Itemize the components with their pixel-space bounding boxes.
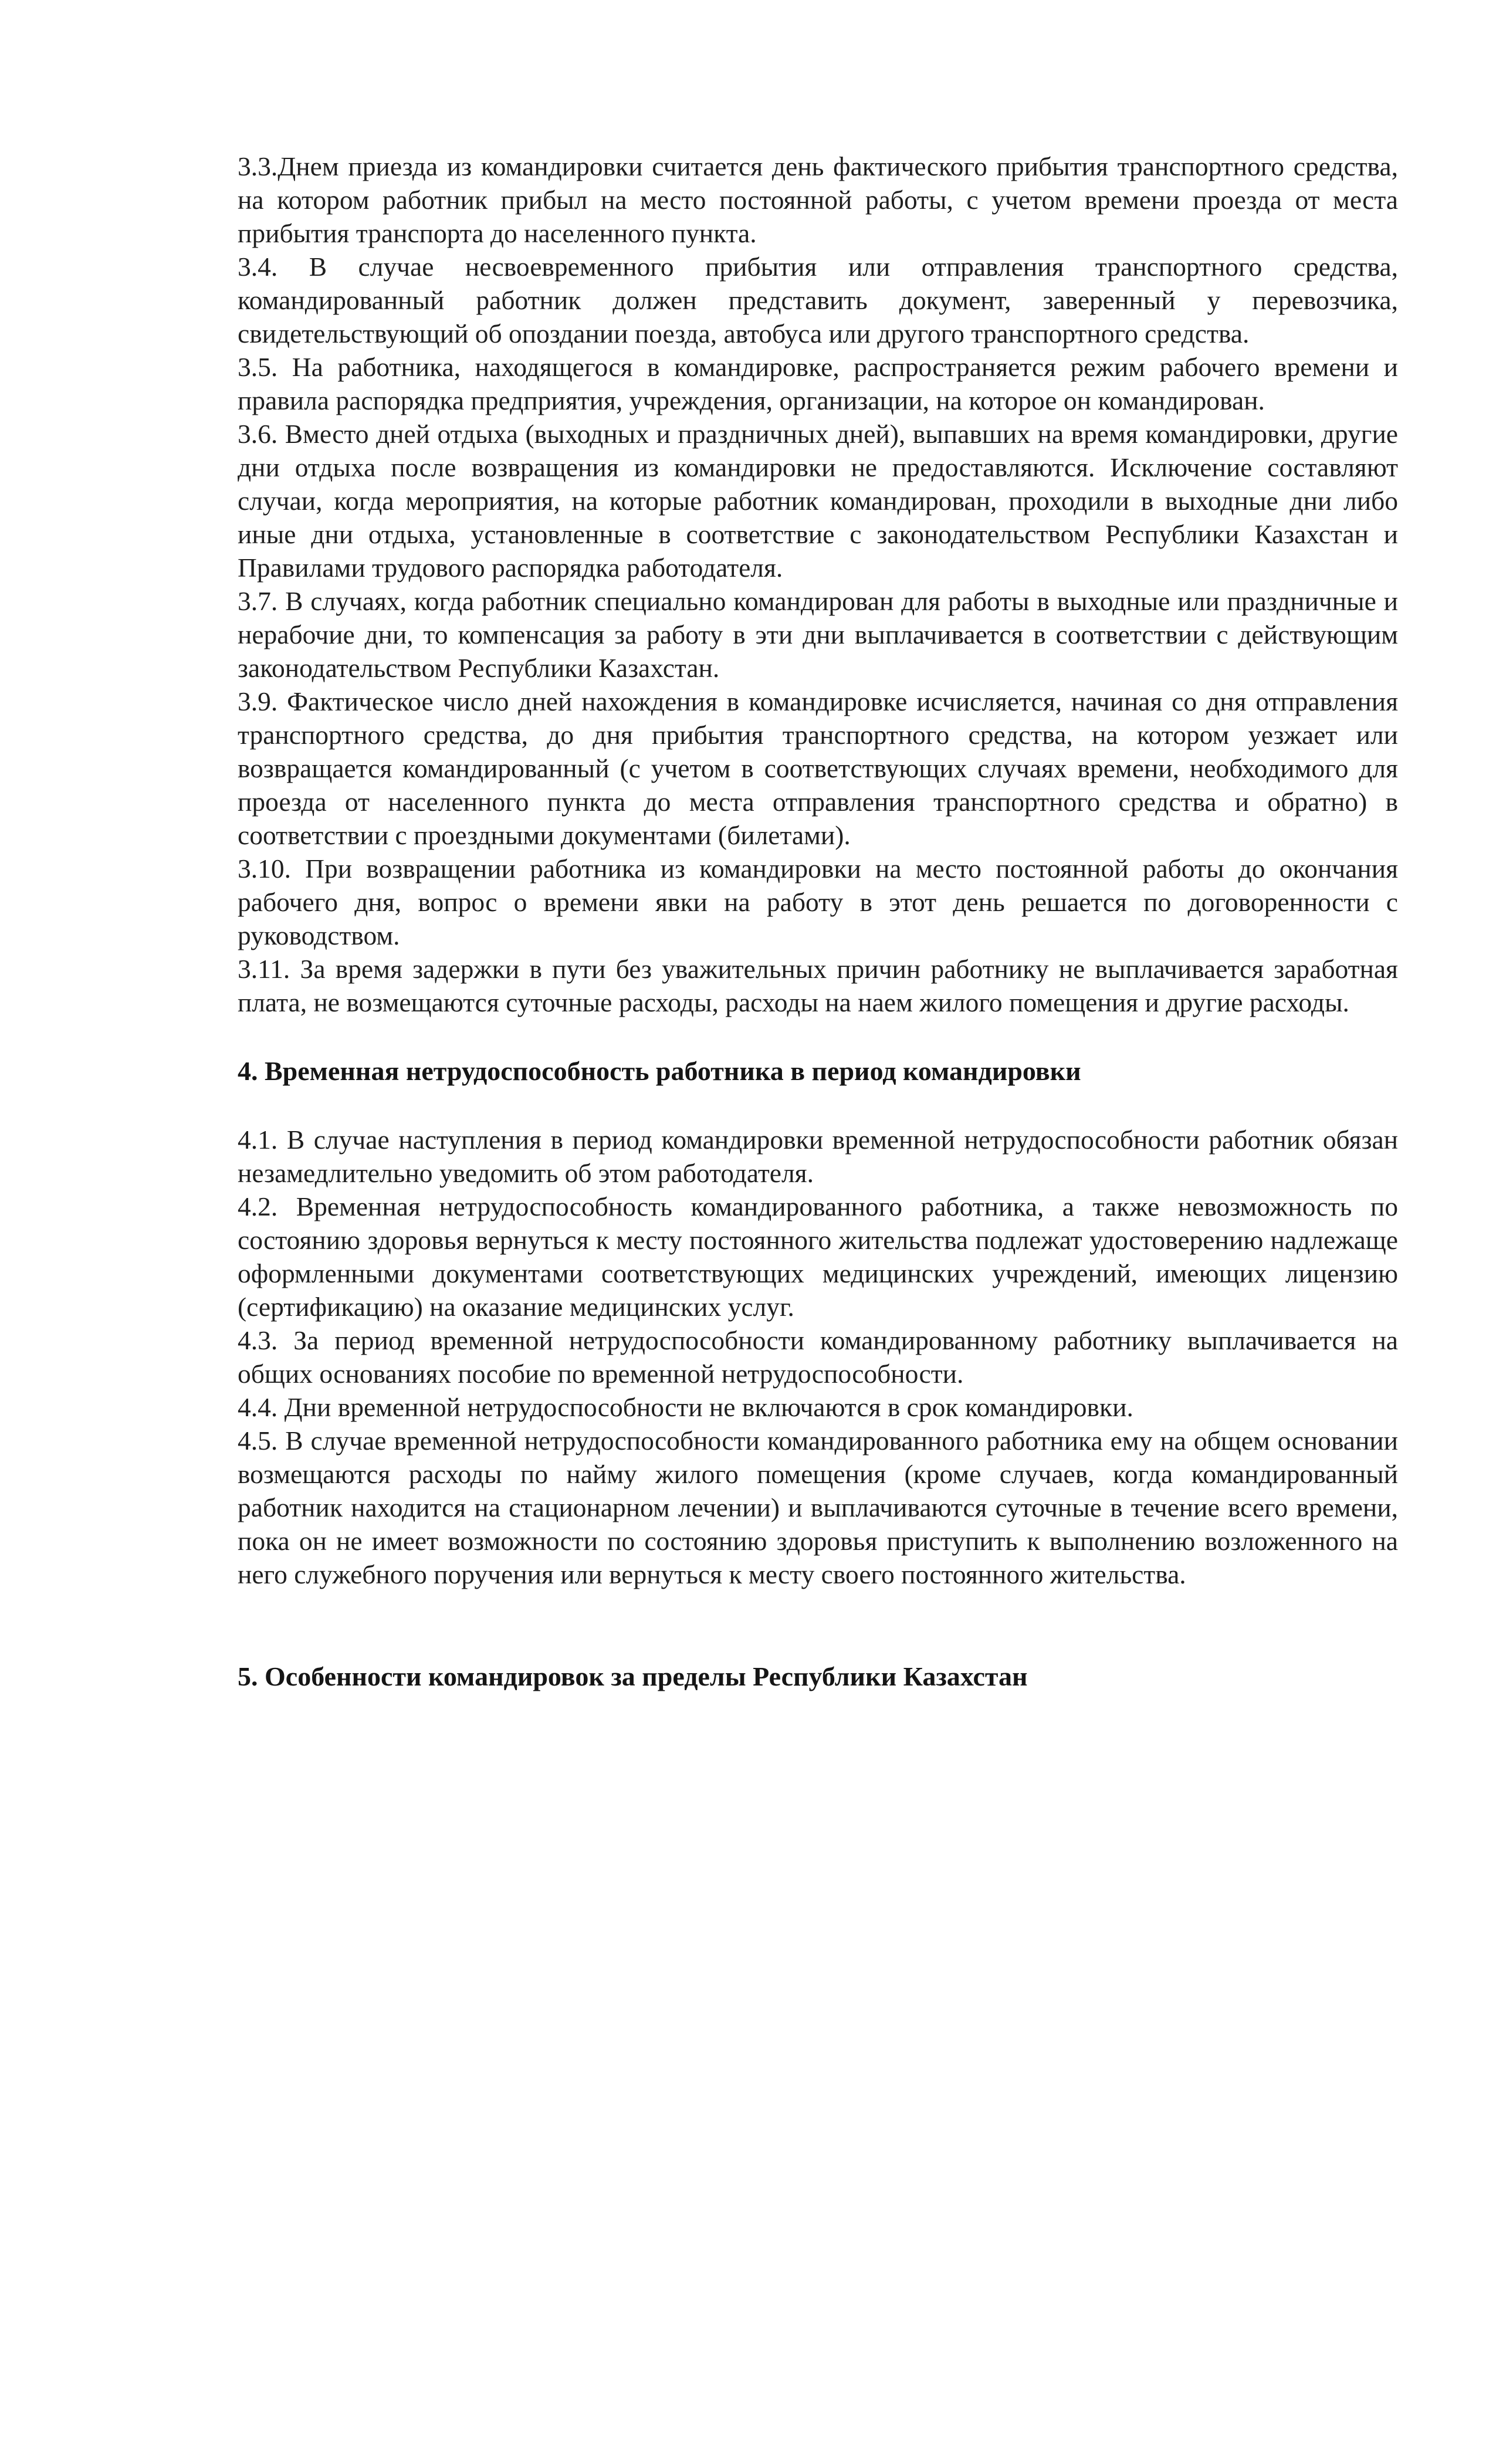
paragraph-3-5: 3.5. На работника, находящегося в командировке, распространяется режим рабочего времени и правила распорядка предприятия, учреждения, организации, на которое он командирован. (238, 352, 1398, 415)
paragraph-3-6: 3.6. Вместо дней отдыха (выходных и праздничных дней), выпавших на время командировки, другие дни отдыха после возвращения из командировки не предоставляются. Исключение составляют случаи, когда мероприятия, на которые работник командирован, проходили в выходные дни либо иные дни отдыха, установленные в соответствие с законодательством Республики Казахстан и Правилами трудового распорядка работодателя. (238, 419, 1398, 583)
paragraph-3-10: 3.10. При возвращении работника из командировки на место постоянной работы до окончания рабочего дня, вопрос о времени явки на работу в этот день решается по договоренности с руководством. (238, 854, 1398, 950)
section-5-heading: 5. Особенности командировок за пределы Республики Казахстан (238, 1661, 1028, 1691)
document-page (238, 150, 1398, 1693)
paragraph-4-4: 4.4. Дни временной нетрудоспособности не включаются в срок командировки. (238, 1392, 1133, 1422)
paragraph-4-3: 4.3. За период временной нетрудоспособности командированному работнику выплачивается на общих основаниях пособие по временной нетрудоспособности. (238, 1325, 1398, 1389)
paragraph-3-9: 3.9. Фактическое число дней нахождения в командировке исчисляется, начиная со дня отправления транспортного средства, до дня прибытия транспортного средства, на котором уезжает или возвращается командированный (с учетом в соответствующих случаях времени, необходимого для проезда от населенного пункта до места отправления транспортного средства и обратно) в соответствии с проездными документами (билетами). (238, 686, 1398, 850)
paragraph-4-1: 4.1. В случае наступления в период командировки временной нетрудоспособности работник обязан незамедлительно уведомить об этом работодателя. (238, 1125, 1398, 1188)
paragraph-3-4: 3.4. В случае несвоевременного прибытия или отправления транспортного средства, командированный работник должен представить документ, заверенный у перевозчика, свидетельствующий об опоздании поезда, автобуса или другого транспортного средства. (238, 252, 1398, 348)
paragraph-3-11: 3.11. За время задержки в пути без уважительных причин работнику не выплачивается заработная плата, не возмещаются суточные расходы, расходы на наем жилого помещения и другие расходы. (238, 954, 1398, 1017)
paragraph-4-2: 4.2. Временная нетрудоспособность командированного работника, а также невозможность по состоянию здоровья вернуться к месту постоянного жительства подлежат удостоверению надлежаще оформленными документами соответствующих медицинских учреждений, имеющих лицензию (сертификацию) на оказание медицинских услуг. (238, 1192, 1398, 1322)
paragraph-3-3: 3.3.Днем приезда из командировки считается день фактического прибытия транспортного средства, на котором работник прибыл на место постоянной работы, с учетом времени проезда от места прибытия транспорта до населенного пункта. (238, 151, 1398, 248)
paragraph-3-7: 3.7. В случаях, когда работник специально командирован для работы в выходные или праздничные и нерабочие дни, то компенсация за работу в эти дни выплачивается в соответствии с действующим законодательством Республики Казахстан. (238, 586, 1398, 683)
section-4-heading: 4. Временная нетрудоспособность работника в период командировки (238, 1056, 1081, 1086)
paragraph-4-5: 4.5. В случае временной нетрудоспособности командированного работника ему на общем основании возмещаются расходы по найму жилого помещения (кроме случаев, когда командированный работник находится на стационарном лечении) и выплачиваются суточные в течение всего времени, пока он не имеет возможности по состоянию здоровья приступить к выполнению возложенного на него служебного поручения или вернуться к месту своего постоянного жительства. (238, 1426, 1398, 1589)
